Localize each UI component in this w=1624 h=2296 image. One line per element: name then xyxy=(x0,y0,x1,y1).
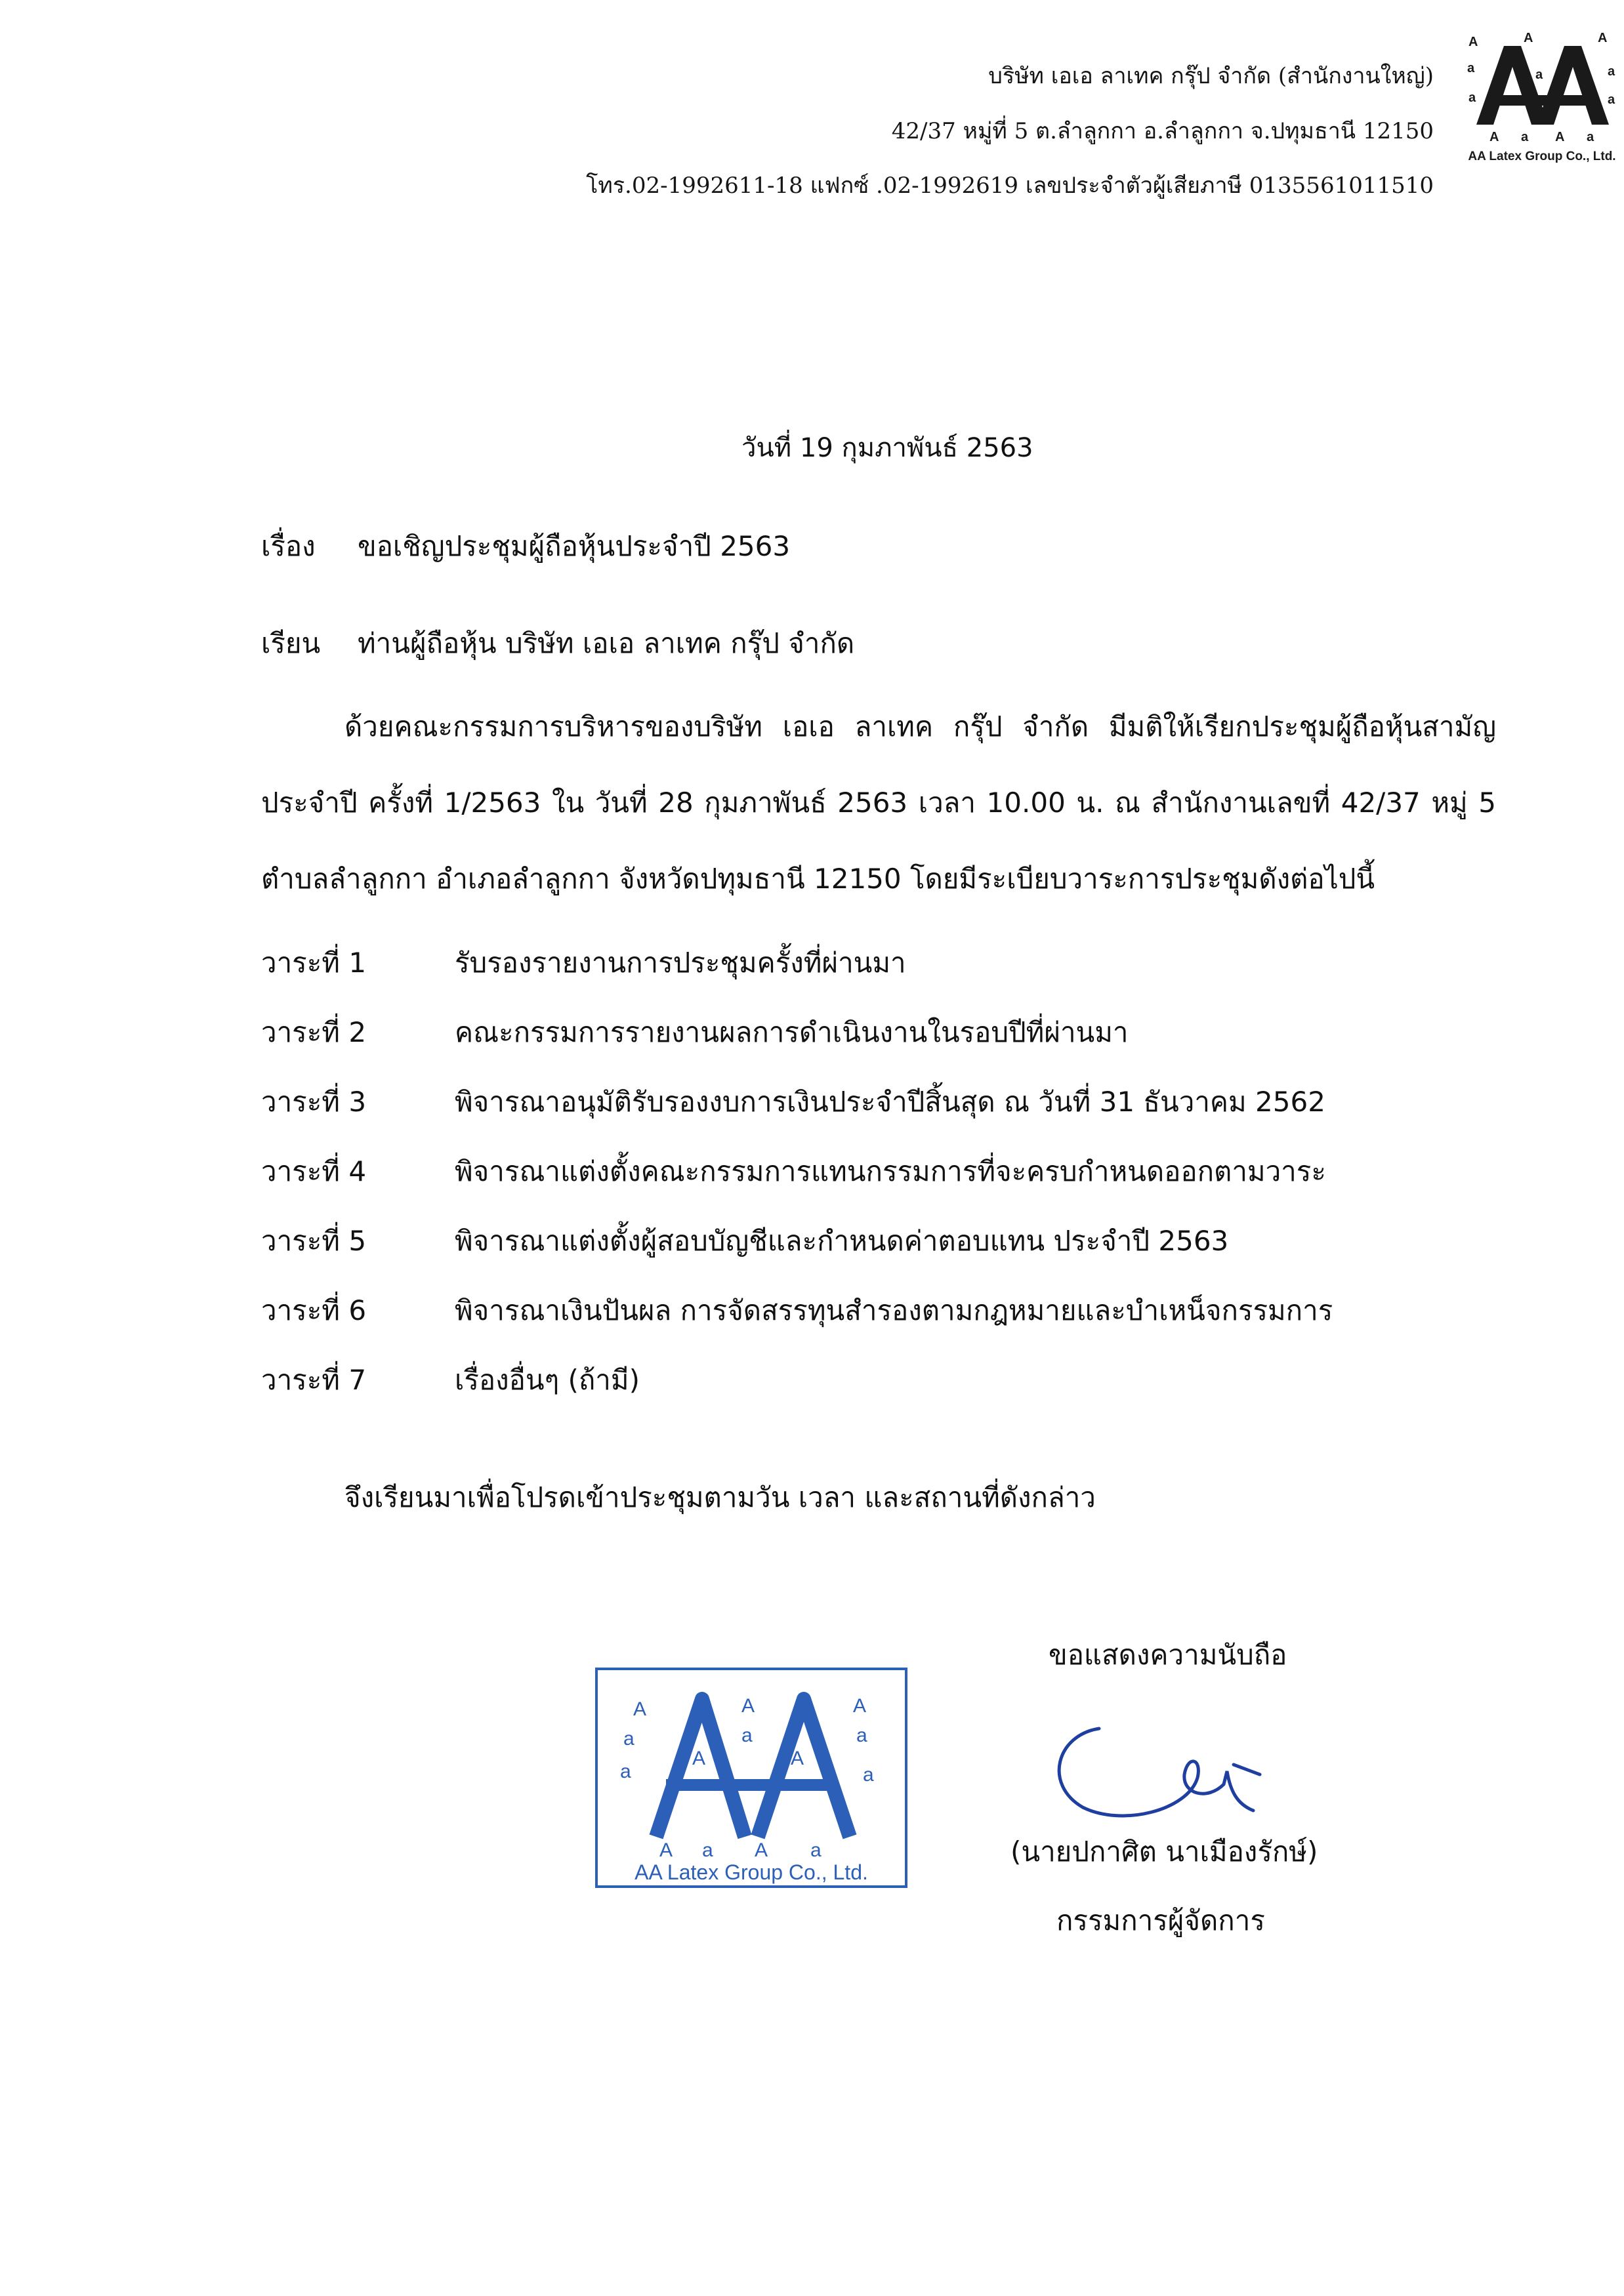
svg-text:a: a xyxy=(1468,91,1476,105)
svg-text:A: A xyxy=(1567,79,1577,95)
svg-text:A: A xyxy=(1489,130,1499,144)
agenda-number: วาระที่ 3 xyxy=(261,1086,367,1118)
svg-text:A: A xyxy=(659,1839,673,1861)
company-stamp xyxy=(594,1666,909,1889)
svg-text:a: a xyxy=(856,1725,867,1746)
agenda-text: พิจารณาแต่งตั้งคณะกรรมการแทนกรรมการที่จะครบกำหนดออกตามวาระ xyxy=(455,1155,1326,1187)
agenda-number: วาระที่ 1 xyxy=(261,947,367,979)
svg-text:a: a xyxy=(1467,61,1475,75)
signature-regards: ขอแสดงความนับถือ xyxy=(1049,1639,1287,1671)
svg-text:A: A xyxy=(755,1839,768,1861)
agenda-number: วาระที่ 5 xyxy=(261,1225,367,1257)
body-paragraph xyxy=(261,689,1496,917)
svg-text:a: a xyxy=(863,1764,874,1786)
svg-text:a: a xyxy=(741,1725,753,1746)
svg-text:A: A xyxy=(633,1698,647,1720)
letter-date: วันที่ 19 กุมภาพันธ์ 2563 xyxy=(741,433,1033,463)
stamp-caption: AA Latex Group Co., Ltd. xyxy=(635,1860,868,1884)
letterhead-company: บริษัท เอเอ ลาเทค กรุ๊ป จำกัด (สำนักงานใหญ่) xyxy=(988,63,1434,89)
logo-caption: AA Latex Group Co., Ltd. xyxy=(1468,150,1616,163)
svg-text:A: A xyxy=(791,1748,804,1769)
agenda-number: วาระที่ 4 xyxy=(261,1155,367,1187)
svg-text:a: a xyxy=(702,1839,713,1861)
letterhead-contact: โทร.02-1992611-18 แฟกซ์ .02-1992619 เลขประจำตัวผู้เสียภาษี 0135561011510 xyxy=(586,173,1434,199)
svg-text:A: A xyxy=(1598,31,1608,45)
recipient-value: ท่านผู้ถือหุ้น บริษัท เอเอ ลาเทค กรุ๊ป จำกัด xyxy=(358,627,855,659)
subject-label: เรื่อง xyxy=(261,530,316,562)
agenda-number: วาระที่ 6 xyxy=(261,1294,367,1326)
svg-text:a: a xyxy=(620,1761,631,1782)
svg-text:A: A xyxy=(1507,79,1517,95)
signatory-title: กรรมการผู้จัดการ xyxy=(1056,1904,1265,1937)
subject-value: ขอเชิญประชุมผู้ถือหุ้นประจำปี 2563 xyxy=(358,530,791,562)
svg-text:a: a xyxy=(1608,64,1615,79)
svg-text:A: A xyxy=(1555,130,1565,144)
closing-text: จึงเรียนมาเพื่อโปรดเข้าประชุมตามวัน เวลา และสถานที่ดังกล่าว xyxy=(344,1481,1096,1513)
svg-text:a: a xyxy=(1608,92,1615,107)
signatory-name: (นายปกาศิต นาเมืองรักษ์) xyxy=(1010,1835,1318,1868)
svg-text:a: a xyxy=(810,1839,822,1861)
letterhead-address: 42/37 หมู่ที่ 5 ต.ลำลูกกา อ.ลำลูกกา จ.ปทุมธานี 12150 xyxy=(891,118,1434,144)
svg-text:a: a xyxy=(1535,68,1543,82)
agenda-text: พิจารณาเงินปันผล การจัดสรรทุนสำรองตามกฎหมายและบำเหน็จกรรมการ xyxy=(455,1294,1333,1326)
svg-text:A: A xyxy=(1468,35,1478,49)
agenda-number: วาระที่ 7 xyxy=(261,1364,367,1396)
recipient-label: เรียน xyxy=(261,627,321,659)
agenda-text: คณะกรรมการรายงานผลการดำเนินงานในรอบปีที่ผ่านมา xyxy=(455,1016,1129,1048)
signature-mark xyxy=(1037,1712,1273,1830)
svg-text:a: a xyxy=(1587,130,1594,144)
svg-text:A: A xyxy=(853,1695,867,1717)
body-text: ด้วยคณะกรรมการบริหารของบริษัท เอเอ ลาเทค กรุ๊ป จำกัด มีมติให้เรียกประชุมผู้ถือหุ้นสามัญประจำปี ครั้งที่ 1/2563 ใน วันที่ 28 กุมภาพันธ์ 2563 เวลา 10.00 น. ณ สำนักงานเลขที่ 42/37 หมู่ 5 ตำบลลำลูกกา อำเภอลำลูกกา จังหวัดปทุมธานี 12150 โดยมีระเบียบวาระการประชุมดังต่อไปนี้ xyxy=(261,710,1496,895)
svg-text:A: A xyxy=(1524,31,1533,45)
svg-text:a: a xyxy=(623,1728,635,1750)
agenda-text: พิจารณาแต่งตั้งผู้สอบบัญชีและกำหนดค่าตอบแทน ประจำปี 2563 xyxy=(455,1225,1229,1257)
svg-text:A: A xyxy=(692,1748,706,1769)
agenda-text: เรื่องอื่นๆ (ถ้ามี) xyxy=(455,1364,640,1396)
agenda-text: รับรองรายงานการประชุมครั้งที่ผ่านมา xyxy=(455,947,906,979)
agenda-text: พิจารณาอนุมัติรับรองงบการเงินประจำปีสิ้นสุด ณ วันที่ 31 ธันวาคม 2562 xyxy=(455,1086,1325,1118)
company-logo xyxy=(1463,26,1621,164)
svg-text:a: a xyxy=(1521,130,1529,144)
svg-text:A: A xyxy=(741,1695,755,1717)
agenda-number: วาระที่ 2 xyxy=(261,1016,367,1048)
